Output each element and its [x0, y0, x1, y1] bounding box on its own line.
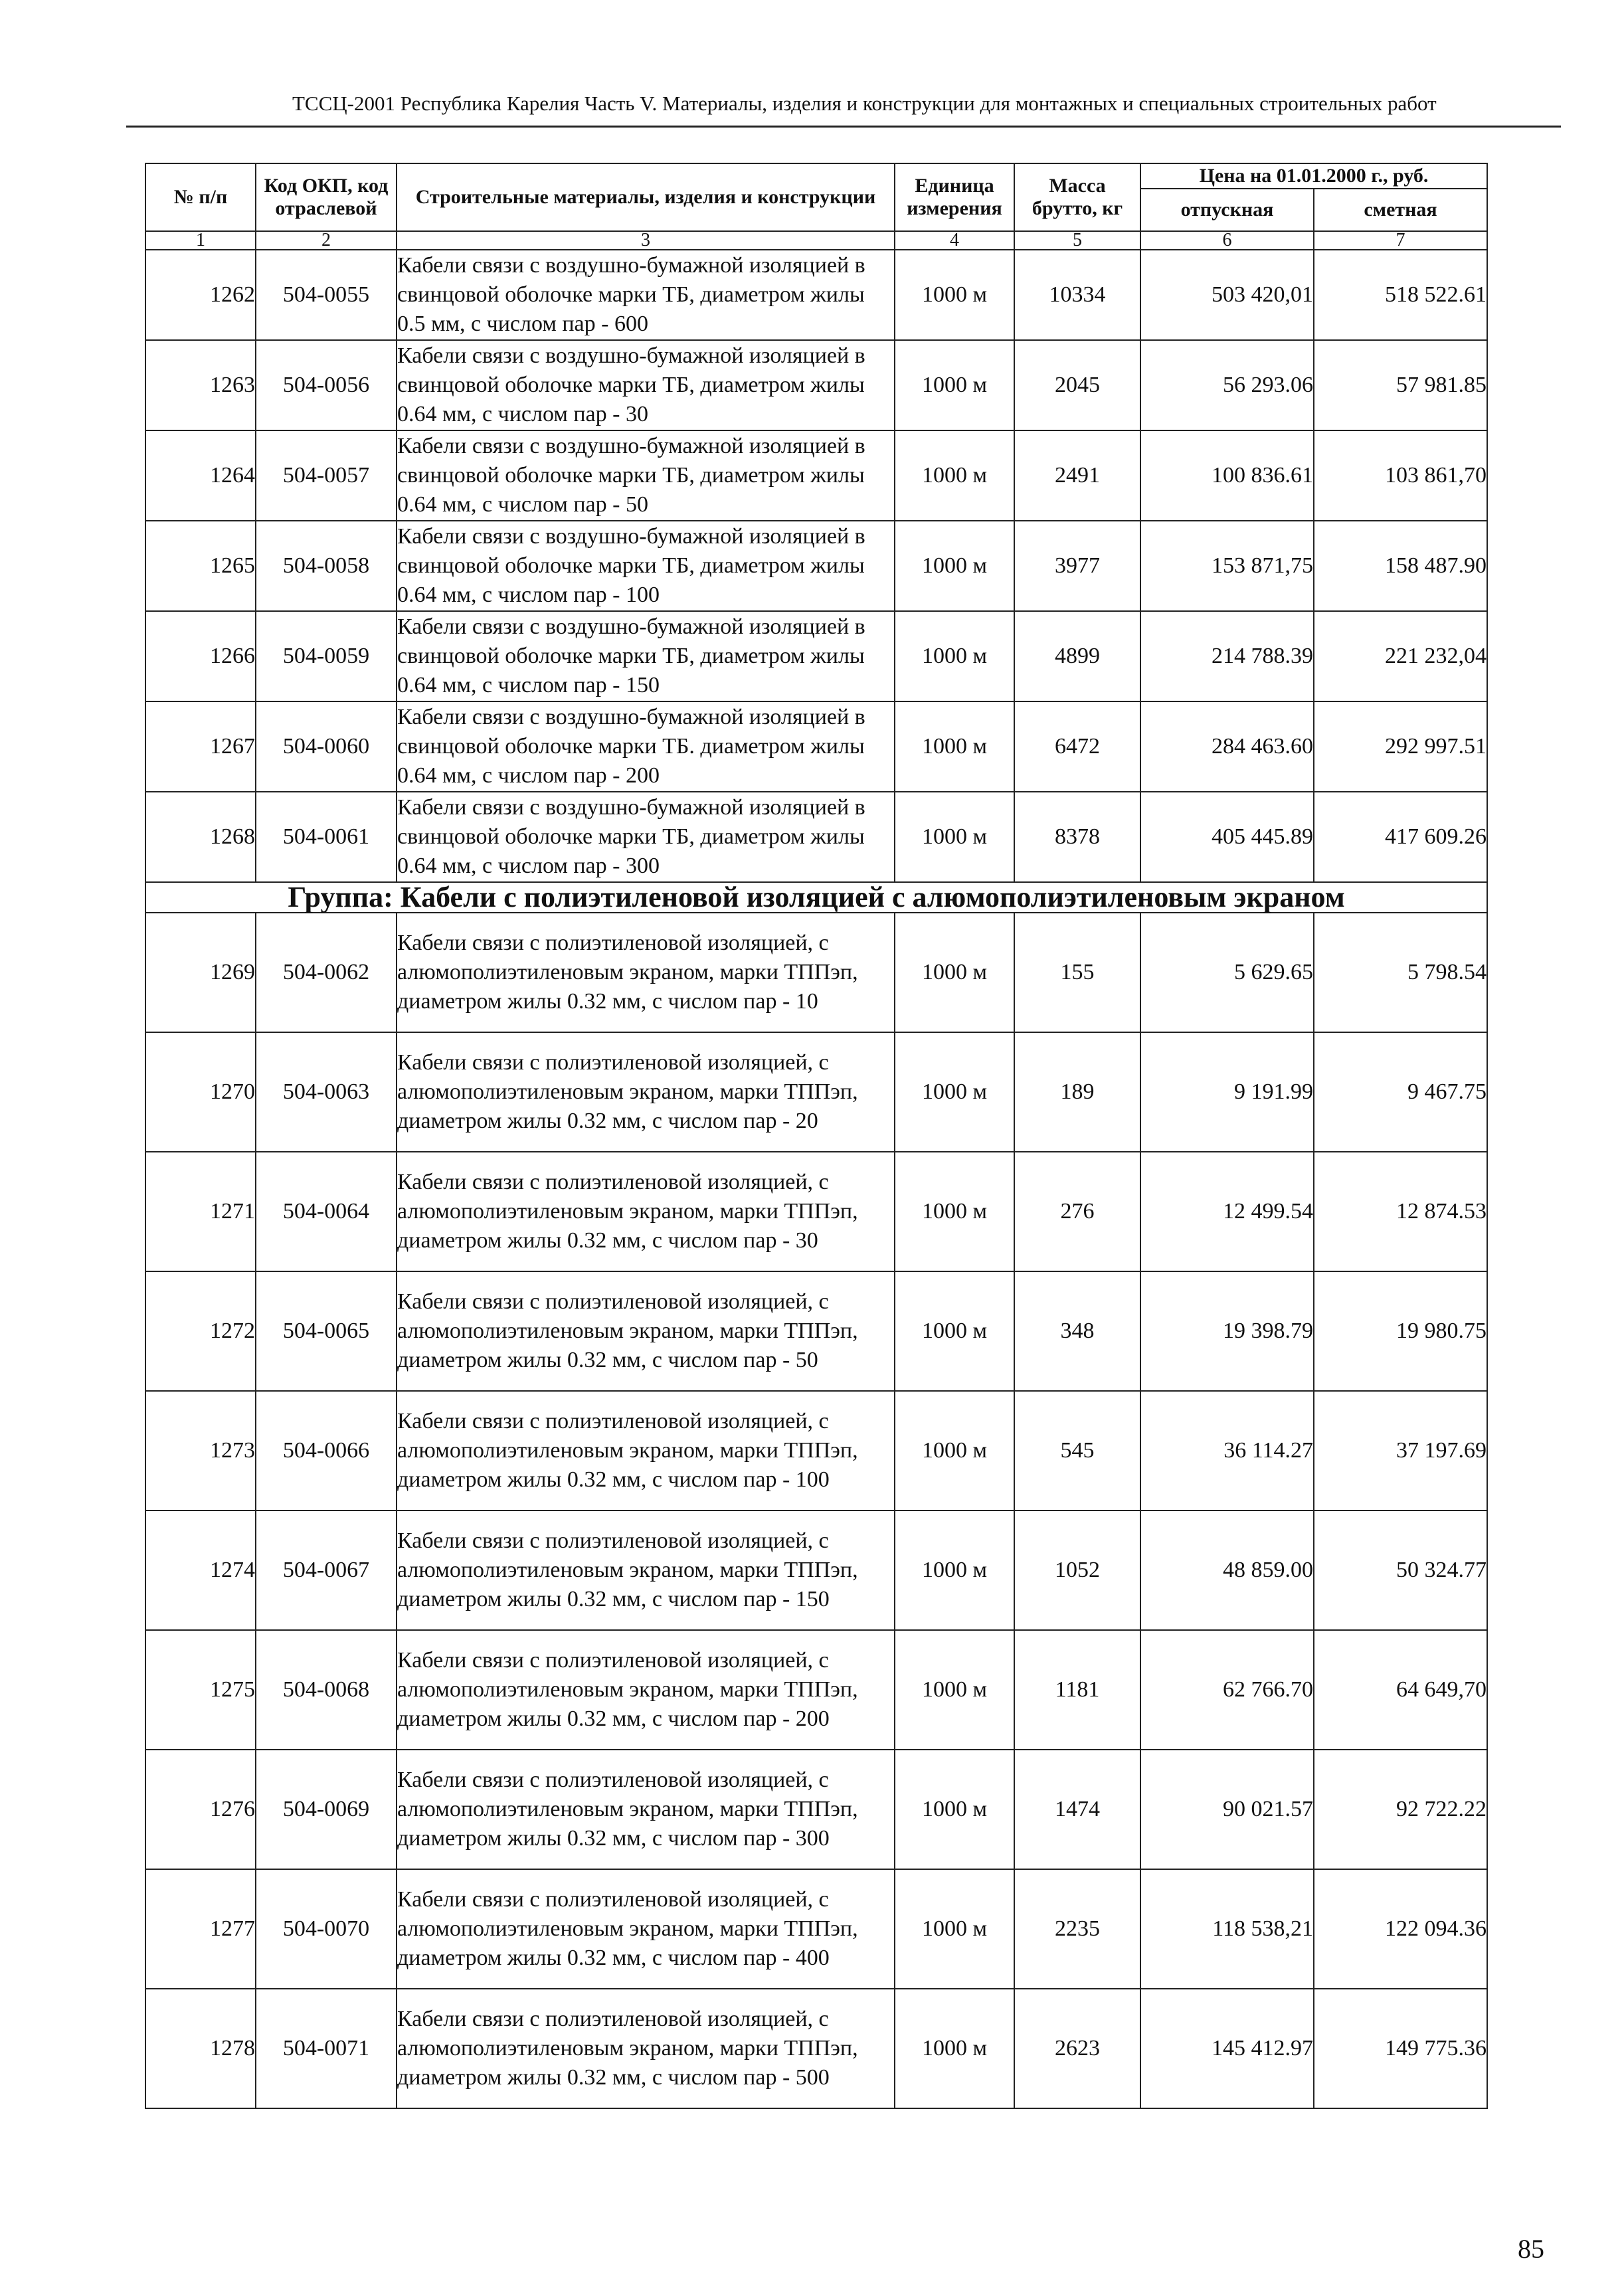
row-description: Кабели связи с полиэтиленовой изоляцией, с алюмополиэтиленовым экраном, марки ТППэп, диаметром жилы 0.32 мм, с числом пар - 50	[397, 1271, 895, 1391]
row-mass: 2045	[1014, 340, 1140, 430]
col-header-unit: Единица измерения	[895, 163, 1014, 231]
row-unit: 1000 м	[895, 913, 1014, 1032]
row-price-estimate: 158 487.90	[1314, 521, 1487, 611]
col-header-num: № п/п	[145, 163, 256, 231]
table-row	[145, 1869, 1487, 1989]
row-unit: 1000 м	[895, 611, 1014, 701]
row-description: Кабели связи с полиэтиленовой изоляцией, с алюмополиэтиленовым экраном, марки ТППэп, диаметром жилы 0.32 мм, с числом пар - 10	[397, 913, 895, 1032]
row-price-estimate: 92 722.22	[1314, 1750, 1487, 1869]
row-code: 504-0056	[256, 340, 397, 430]
row-unit: 1000 м	[895, 1869, 1014, 1989]
row-price-release: 36 114.27	[1140, 1391, 1314, 1511]
row-num: 1271	[145, 1152, 256, 1271]
table-row	[145, 521, 1487, 611]
col-header-mass: Масса брутто, кг	[1014, 163, 1140, 231]
col-header-code: Код ОКП, код отраслевой	[256, 163, 397, 231]
row-price-estimate: 292 997.51	[1314, 701, 1487, 792]
row-price-estimate: 122 094.36	[1314, 1869, 1487, 1989]
table-row	[145, 913, 1487, 1032]
row-code: 504-0061	[256, 792, 397, 882]
column-numbers-row	[145, 231, 1487, 250]
row-price-estimate: 57 981.85	[1314, 340, 1487, 430]
group-header-row	[145, 882, 1487, 913]
row-mass: 348	[1014, 1271, 1140, 1391]
table-row	[145, 1511, 1487, 1630]
col-number: 2	[256, 231, 397, 250]
table-row	[145, 1750, 1487, 1869]
row-num: 1269	[145, 913, 256, 1032]
row-description: Кабели связи с воздушно-бумажной изоляцией в свинцовой оболочке марки ТБ, диаметром жилы 0.64 мм, с числом пар - 50	[397, 430, 895, 521]
row-code: 504-0055	[256, 250, 397, 340]
row-num: 1262	[145, 250, 256, 340]
col-header-name: Строительные материалы, изделия и конструкции	[397, 163, 895, 231]
table-row	[145, 792, 1487, 882]
row-num: 1274	[145, 1511, 256, 1630]
row-price-release: 9 191.99	[1140, 1032, 1314, 1152]
row-num: 1264	[145, 430, 256, 521]
row-mass: 155	[1014, 913, 1140, 1032]
row-description: Кабели связи с полиэтиленовой изоляцией, с алюмополиэтиленовым экраном, марки ТППэп, диаметром жилы 0.32 мм, с числом пар - 30	[397, 1152, 895, 1271]
row-unit: 1000 м	[895, 340, 1014, 430]
row-mass: 1474	[1014, 1750, 1140, 1869]
row-unit: 1000 м	[895, 1750, 1014, 1869]
table-row	[145, 1032, 1487, 1152]
row-price-release: 100 836.61	[1140, 430, 1314, 521]
row-price-estimate: 149 775.36	[1314, 1989, 1487, 2108]
col-number: 5	[1014, 231, 1140, 250]
row-num: 1270	[145, 1032, 256, 1152]
row-unit: 1000 м	[895, 1630, 1014, 1750]
row-code: 504-0058	[256, 521, 397, 611]
running-header: ТССЦ-2001 Республика Карелия Часть V. Материалы, изделия и конструкции для монтажных и специальных строительных работ	[292, 92, 1437, 115]
row-unit: 1000 м	[895, 701, 1014, 792]
row-mass: 276	[1014, 1152, 1140, 1271]
row-price-release: 284 463.60	[1140, 701, 1314, 792]
row-mass: 4899	[1014, 611, 1140, 701]
row-num: 1277	[145, 1869, 256, 1989]
row-mass: 545	[1014, 1391, 1140, 1511]
row-description: Кабели связи с воздушно-бумажной изоляцией в свинцовой оболочке марки ТБ. диаметром жилы 0.64 мм, с числом пар - 200	[397, 701, 895, 792]
row-num: 1278	[145, 1989, 256, 2108]
table-row	[145, 1989, 1487, 2108]
header-rule	[126, 126, 1561, 128]
row-num: 1275	[145, 1630, 256, 1750]
row-num: 1265	[145, 521, 256, 611]
row-mass: 3977	[1014, 521, 1140, 611]
row-unit: 1000 м	[895, 521, 1014, 611]
col-header-price: Цена на 01.01.2000 г., руб.	[1140, 163, 1487, 189]
row-price-release: 19 398.79	[1140, 1271, 1314, 1391]
row-unit: 1000 м	[895, 1152, 1014, 1271]
row-description: Кабели связи с полиэтиленовой изоляцией, с алюмополиэтиленовым экраном, марки ТППэп, диаметром жилы 0.32 мм, с числом пар - 400	[397, 1869, 895, 1989]
row-price-estimate: 103 861,70	[1314, 430, 1487, 521]
group-title: Группа: Кабели с полиэтиленовой изоляцией с алюмополиэтиленовым экраном	[145, 882, 1487, 913]
row-mass: 2491	[1014, 430, 1140, 521]
row-description: Кабели связи с полиэтиленовой изоляцией, с алюмополиэтиленовым экраном, марки ТППэп, диаметром жилы 0.32 мм, с числом пар - 500	[397, 1989, 895, 2108]
row-description: Кабели связи с воздушно-бумажной изоляцией в свинцовой оболочке марки ТБ, диаметром жилы 0.64 мм, с числом пар - 100	[397, 521, 895, 611]
row-code: 504-0069	[256, 1750, 397, 1869]
row-price-release: 145 412.97	[1140, 1989, 1314, 2108]
row-mass: 8378	[1014, 792, 1140, 882]
table-row	[145, 1152, 1487, 1271]
row-price-estimate: 12 874.53	[1314, 1152, 1487, 1271]
row-price-release: 48 859.00	[1140, 1511, 1314, 1630]
row-price-release: 56 293.06	[1140, 340, 1314, 430]
row-price-estimate: 64 649,70	[1314, 1630, 1487, 1750]
table-row	[145, 611, 1487, 701]
row-unit: 1000 м	[895, 1989, 1014, 2108]
row-code: 504-0057	[256, 430, 397, 521]
row-code: 504-0063	[256, 1032, 397, 1152]
row-code: 504-0066	[256, 1391, 397, 1511]
row-description: Кабели связи с полиэтиленовой изоляцией, с алюмополиэтиленовым экраном, марки ТППэп, диаметром жилы 0.32 мм, с числом пар - 20	[397, 1032, 895, 1152]
row-price-release: 405 445.89	[1140, 792, 1314, 882]
row-price-release: 153 871,75	[1140, 521, 1314, 611]
row-description: Кабели связи с воздушно-бумажной изоляцией в свинцовой оболочке марки ТБ, диаметром жилы 0.5 мм, с числом пар - 600	[397, 250, 895, 340]
row-description: Кабели связи с полиэтиленовой изоляцией, с алюмополиэтиленовым экраном, марки ТППэп, диаметром жилы 0.32 мм, с числом пар - 150	[397, 1511, 895, 1630]
table-row	[145, 430, 1487, 521]
row-unit: 1000 м	[895, 792, 1014, 882]
row-mass: 1052	[1014, 1511, 1140, 1630]
table-row	[145, 1271, 1487, 1391]
row-code: 504-0065	[256, 1271, 397, 1391]
row-price-release: 12 499.54	[1140, 1152, 1314, 1271]
row-mass: 1181	[1014, 1630, 1140, 1750]
col-number: 7	[1314, 231, 1487, 250]
row-code: 504-0060	[256, 701, 397, 792]
row-num: 1273	[145, 1391, 256, 1511]
row-num: 1263	[145, 340, 256, 430]
col-number: 1	[145, 231, 256, 250]
table-row	[145, 701, 1487, 792]
row-price-release: 62 766.70	[1140, 1630, 1314, 1750]
row-unit: 1000 м	[895, 250, 1014, 340]
row-description: Кабели связи с полиэтиленовой изоляцией, с алюмополиэтиленовым экраном, марки ТППэп, диаметром жилы 0.32 мм, с числом пар - 100	[397, 1391, 895, 1511]
row-price-release: 118 538,21	[1140, 1869, 1314, 1989]
row-mass: 2235	[1014, 1869, 1140, 1989]
row-unit: 1000 м	[895, 1391, 1014, 1511]
page-number: 85	[1518, 2234, 1544, 2264]
col-header-price-estimate: сметная	[1314, 189, 1487, 231]
row-code: 504-0068	[256, 1630, 397, 1750]
row-price-estimate: 50 324.77	[1314, 1511, 1487, 1630]
row-description: Кабели связи с воздушно-бумажной изоляцией в свинцовой оболочке марки ТБ, диаметром жилы 0.64 мм, с числом пар - 150	[397, 611, 895, 701]
row-price-release: 90 021.57	[1140, 1750, 1314, 1869]
row-unit: 1000 м	[895, 430, 1014, 521]
row-num: 1268	[145, 792, 256, 882]
row-price-estimate: 37 197.69	[1314, 1391, 1487, 1511]
row-mass: 2623	[1014, 1989, 1140, 2108]
col-number: 4	[895, 231, 1014, 250]
row-mass: 10334	[1014, 250, 1140, 340]
col-number: 3	[397, 231, 895, 250]
row-price-release: 214 788.39	[1140, 611, 1314, 701]
row-price-estimate: 221 232,04	[1314, 611, 1487, 701]
row-num: 1272	[145, 1271, 256, 1391]
price-table	[145, 163, 1488, 2109]
row-code: 504-0062	[256, 913, 397, 1032]
col-header-price-release: отпускная	[1140, 189, 1314, 231]
row-unit: 1000 м	[895, 1271, 1014, 1391]
row-code: 504-0067	[256, 1511, 397, 1630]
table-row	[145, 1630, 1487, 1750]
col-number: 6	[1140, 231, 1314, 250]
table-row	[145, 250, 1487, 340]
row-price-estimate: 417 609.26	[1314, 792, 1487, 882]
row-mass: 6472	[1014, 701, 1140, 792]
row-num: 1267	[145, 701, 256, 792]
row-unit: 1000 м	[895, 1032, 1014, 1152]
row-code: 504-0070	[256, 1869, 397, 1989]
row-mass: 189	[1014, 1032, 1140, 1152]
row-description: Кабели связи с воздушно-бумажной изоляцией в свинцовой оболочке марки ТБ, диаметром жилы 0.64 мм, с числом пар - 30	[397, 340, 895, 430]
row-description: Кабели связи с полиэтиленовой изоляцией, с алюмополиэтиленовым экраном, марки ТППэп, диаметром жилы 0.32 мм, с числом пар - 200	[397, 1630, 895, 1750]
row-num: 1266	[145, 611, 256, 701]
row-price-release: 5 629.65	[1140, 913, 1314, 1032]
row-description: Кабели связи с воздушно-бумажной изоляцией в свинцовой оболочке марки ТБ, диаметром жилы 0.64 мм, с числом пар - 300	[397, 792, 895, 882]
table-row	[145, 1391, 1487, 1511]
table-header-row	[145, 163, 1487, 189]
row-unit: 1000 м	[895, 1511, 1014, 1630]
row-price-estimate: 518 522.61	[1314, 250, 1487, 340]
row-price-estimate: 19 980.75	[1314, 1271, 1487, 1391]
row-code: 504-0059	[256, 611, 397, 701]
row-code: 504-0071	[256, 1989, 397, 2108]
row-num: 1276	[145, 1750, 256, 1869]
row-price-estimate: 5 798.54	[1314, 913, 1487, 1032]
row-code: 504-0064	[256, 1152, 397, 1271]
table-row	[145, 340, 1487, 430]
row-price-release: 503 420,01	[1140, 250, 1314, 340]
row-price-estimate: 9 467.75	[1314, 1032, 1487, 1152]
row-description: Кабели связи с полиэтиленовой изоляцией, с алюмополиэтиленовым экраном, марки ТППэп, диаметром жилы 0.32 мм, с числом пар - 300	[397, 1750, 895, 1869]
